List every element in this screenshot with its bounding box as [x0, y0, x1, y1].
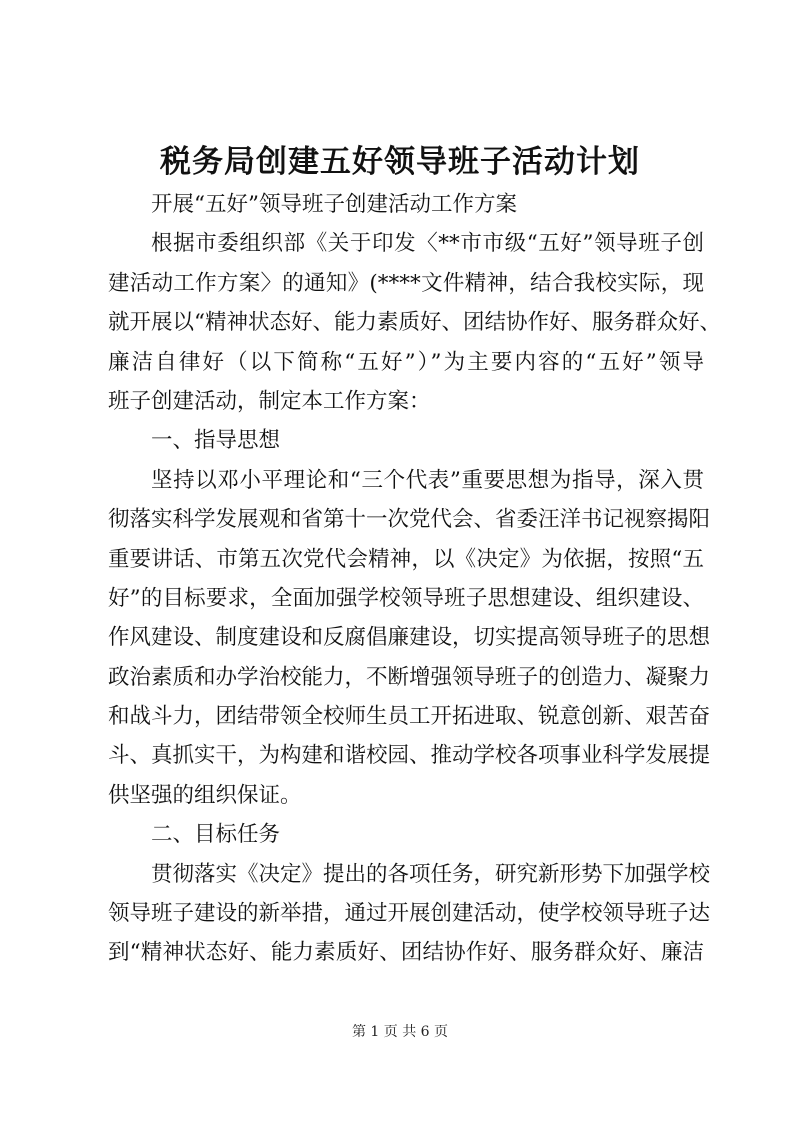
body-line: 领导班子建设的新举措，通过开展创建活动，使学校领导班子达 [108, 901, 711, 927]
body-line: 根据市委组织部《关于印发〈**市市级“五好”领导班子创 [151, 231, 704, 257]
body-line: 建活动工作方案〉的通知》(****文件精神，结合我校实际，现 [108, 270, 704, 296]
body-line: 和战斗力，团结带领全校师生员工开拓进取、锐意创新、艰苦奋 [108, 704, 711, 730]
body-line: 廉洁自律好（以下简称“五好”）”为主要内容的“五好”领导 [108, 349, 704, 375]
body-line: 就开展以“精神状态好、能力素质好、团结协作好、服务群众好、 [108, 310, 721, 336]
body-line: 到“精神状态好、能力素质好、团结协作好、服务群众好、廉洁 [108, 940, 704, 966]
body-line: 班子创建活动，制定本工作方案： [108, 388, 431, 414]
body-line: 好”的目标要求，全面加强学校领导班子思想建设、组织建设、 [108, 585, 704, 611]
body-line: 作风建设、制度建设和反腐倡廉建设，切实提高领导班子的思想 [108, 625, 711, 651]
body-line: 重要讲话、市第五次党代会精神，以《决定》为依据，按照“五 [108, 546, 704, 572]
body-line: 贯彻落实《决定》提出的各项任务，研究新形势下加强学校 [151, 861, 711, 887]
body-line: 供坚强的组织保证。 [108, 782, 302, 808]
page-footer: 第 1 页 共 6 页 [351, 1024, 449, 1040]
body-line: 开展“五好”领导班子创建活动工作方案 [151, 192, 517, 217]
body-line: 坚持以邓小平理论和“三个代表”重要思想为指导，深入贯 [151, 467, 704, 493]
body-line: 斗、真抓实干，为构建和谐校园、推动学校各项事业科学发展提 [108, 743, 711, 769]
body-line: 彻落实科学发展观和省第十一次党代会、省委汪洋书记视察揭阳 [108, 507, 711, 533]
document-body [108, 185, 721, 973]
section-heading: 一、指导思想 [151, 428, 281, 454]
section-heading: 二、目标任务 [151, 822, 281, 848]
document-title: 税务局创建五好领导班子活动计划 [160, 144, 640, 180]
body-line: 政治素质和办学治校能力，不断增强领导班子的创造力、凝聚力 [108, 664, 711, 690]
